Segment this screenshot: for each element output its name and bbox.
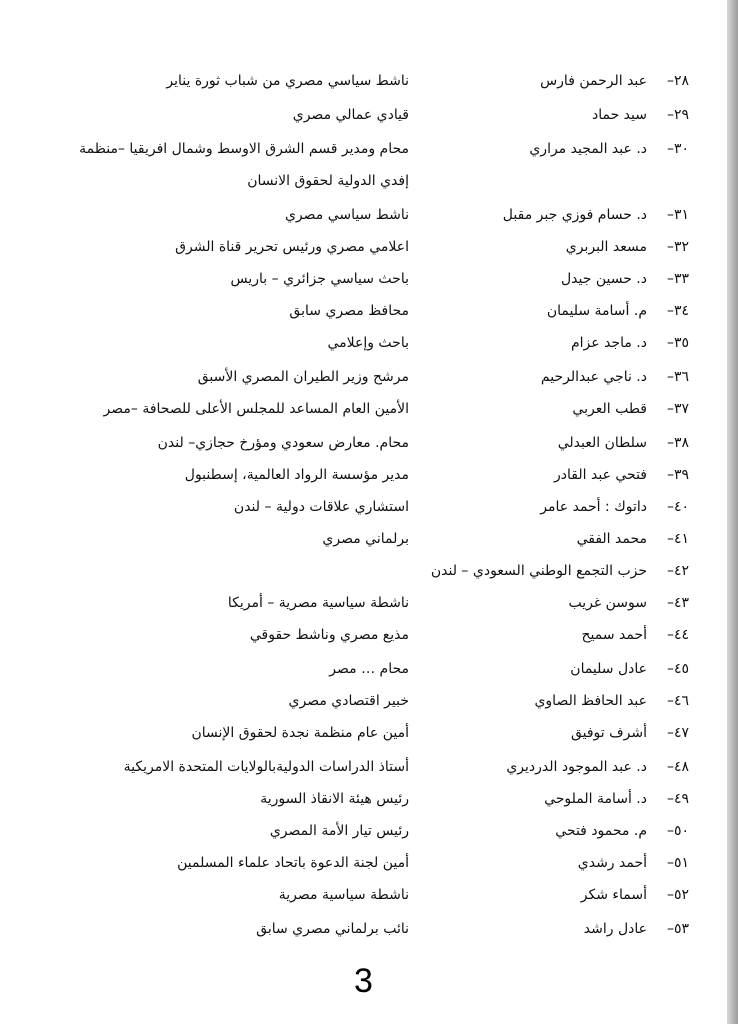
- entry-description: باحث وإعلامي: [327, 335, 409, 351]
- entry-number: ٤٨–: [666, 759, 689, 775]
- entry-number: ٣٧–: [666, 401, 689, 417]
- entry-description: ناشطة سياسية مصرية: [278, 887, 409, 903]
- list-item: [0, 686, 727, 716]
- entry-name: عادل راشد: [583, 921, 647, 937]
- entry-name: قطب العربي: [572, 401, 647, 417]
- entry-name: م. محمود فتحي: [555, 823, 647, 839]
- list-item: [0, 134, 727, 164]
- list-item: [0, 556, 727, 586]
- entry-description: قيادي عمالي مصري: [292, 107, 409, 123]
- entry-number: ٣٢–: [666, 239, 689, 255]
- list-item: [0, 428, 727, 458]
- entry-name: د. حسين جيدل: [560, 271, 647, 287]
- entry-description: رئيس تيار الأمة المصري: [269, 823, 409, 839]
- entry-name: محمد الفقي: [576, 531, 647, 547]
- list-item: [0, 100, 727, 130]
- entry-name: سيد حماد: [591, 107, 647, 123]
- list-item: [0, 914, 727, 944]
- entry-name: أحمد رشدي: [577, 855, 647, 871]
- entry-description: اعلامي مصري ورئيس تحرير قناة الشرق: [175, 239, 409, 255]
- entry-name: عبد الرحمن فارس: [540, 73, 647, 89]
- entry-name: م. أسامة سليمان: [546, 303, 647, 319]
- list-item: [0, 460, 727, 490]
- entry-number: ٣٦–: [666, 369, 689, 385]
- entry-number: ٥٠–: [666, 823, 689, 839]
- list-item: [0, 328, 727, 358]
- list-item: [0, 880, 727, 910]
- entry-description: برلماني مصري: [322, 531, 409, 547]
- entry-description: محام. معارض سعودي ومؤرخ حجازي– لندن: [157, 435, 409, 451]
- entry-name: أشرف توفيق: [570, 725, 647, 741]
- list-item: [0, 264, 727, 294]
- list-item: [0, 394, 727, 424]
- page-edge-shadow: [727, 0, 738, 1024]
- entry-name: داتوك : أحمد عامر: [540, 499, 647, 515]
- entry-number: ٣٨–: [666, 435, 689, 451]
- entry-name: أسماء شكر: [580, 887, 647, 903]
- entry-description: أمين لجنة الدعوة باتحاد علماء المسلمين: [177, 855, 409, 871]
- entry-name: أحمد سميح: [581, 627, 647, 643]
- entry-number: ٥٢–: [666, 887, 689, 903]
- entry-description: الأمين العام المساعد للمجلس الأعلى للصحافة –مصر: [103, 401, 409, 417]
- entry-name: د. عبد الموجود الدرديري: [506, 759, 647, 775]
- entry-name: عبد الحافظ الصاوي: [534, 693, 647, 709]
- entry-number: ٢٨–: [666, 73, 689, 89]
- list-item: [0, 200, 727, 230]
- entry-number: ٣٥–: [666, 335, 689, 351]
- entry-name: د. أسامة الملوحي: [544, 791, 647, 807]
- entry-description: ناشطة سياسية مصرية – أمريكا: [227, 595, 409, 611]
- entry-description: مدير مؤسسة الرواد العالمية، إسطنبول: [184, 467, 409, 483]
- entry-description: رئيس هيئة الانقاذ السورية: [260, 791, 409, 807]
- entry-name: د. حسام فوزي جبر مقبل: [502, 207, 647, 223]
- entry-number: ٣١–: [666, 207, 689, 223]
- entry-number: ٤٣–: [666, 595, 689, 611]
- entry-name: عادل سليمان: [570, 661, 647, 677]
- entry-description: باحث سياسي جزائري – باريس: [230, 271, 409, 287]
- entry-description: محام … مصر: [329, 661, 409, 677]
- entry-number: ٣٣–: [666, 271, 689, 287]
- list-item: [0, 848, 727, 878]
- entry-number: ٢٩–: [666, 107, 689, 123]
- entry-number: ٤٥–: [666, 661, 689, 677]
- entry-number: ٤٤–: [666, 627, 689, 643]
- entry-number: ٤٧–: [666, 725, 689, 741]
- list-item: [0, 232, 727, 262]
- entry-description: نائب برلماني مصري سابق: [256, 921, 409, 937]
- entry-description: استشاري علاقات دولية – لندن: [233, 499, 409, 515]
- list-item: [0, 492, 727, 522]
- entry-description: ناشط سياسي مصري من شباب ثورة يناير: [166, 73, 409, 89]
- list-item: [0, 718, 727, 748]
- entry-organization: حزب التجمع الوطني السعودي – لندن: [430, 563, 647, 579]
- list-item: [0, 752, 727, 782]
- entry-number: ٥٣–: [666, 921, 689, 937]
- list-item-continuation: [0, 166, 727, 196]
- entry-number: ٤٦–: [666, 693, 689, 709]
- list-item: [0, 816, 727, 846]
- entry-number: ٤١–: [666, 531, 689, 547]
- list-item: [0, 524, 727, 554]
- entry-description: مذيع مصري وناشط حقوقي: [249, 627, 409, 643]
- entry-description: محام ومدير قسم الشرق الاوسط وشمال افريقيا –منظمة: [79, 141, 409, 157]
- entry-number: ٣٩–: [666, 467, 689, 483]
- entry-name: سوسن غريب: [568, 595, 647, 611]
- page-number: 3: [354, 962, 373, 1000]
- entry-name: د. ماجد عزام: [571, 335, 647, 351]
- list-item: [0, 66, 727, 96]
- list-item: [0, 588, 727, 618]
- entry-description: مرشح وزير الطيران المصري الأسبق: [197, 369, 409, 385]
- list-item: [0, 654, 727, 684]
- list-item: [0, 296, 727, 326]
- entry-name: فتحي عبد القادر: [554, 467, 647, 483]
- entry-description: أستاذ الدراسات الدوليةبالولايات المتحدة الامريكية: [123, 759, 409, 775]
- entry-number: ٤٠–: [666, 499, 689, 515]
- entry-name: مسعد البربري: [565, 239, 647, 255]
- entry-description: خبير اقتصادي مصري: [288, 693, 409, 709]
- entry-number: ٤٢–: [666, 563, 689, 579]
- entry-description: أمين عام منظمة نجدة لحقوق الإنسان: [191, 725, 409, 741]
- entry-number: ٣٠–: [666, 141, 689, 157]
- entry-name: د. عبد المجيد مراري: [529, 141, 647, 157]
- entry-description: ناشط سياسي مصري: [284, 207, 409, 223]
- list-item: [0, 620, 727, 650]
- entry-number: ٣٤–: [666, 303, 689, 319]
- entry-number: ٤٩–: [666, 791, 689, 807]
- entry-name: د. ناجي عبدالرحيم: [540, 369, 647, 385]
- entry-number: ٥١–: [666, 855, 689, 871]
- entry-name: سلطان العبدلي: [557, 435, 647, 451]
- entry-description: محافظ مصري سابق: [289, 303, 409, 319]
- entry-description-continued: إفدي الدولية لحقوق الانسان: [247, 173, 409, 189]
- list-item: [0, 784, 727, 814]
- list-item: [0, 362, 727, 392]
